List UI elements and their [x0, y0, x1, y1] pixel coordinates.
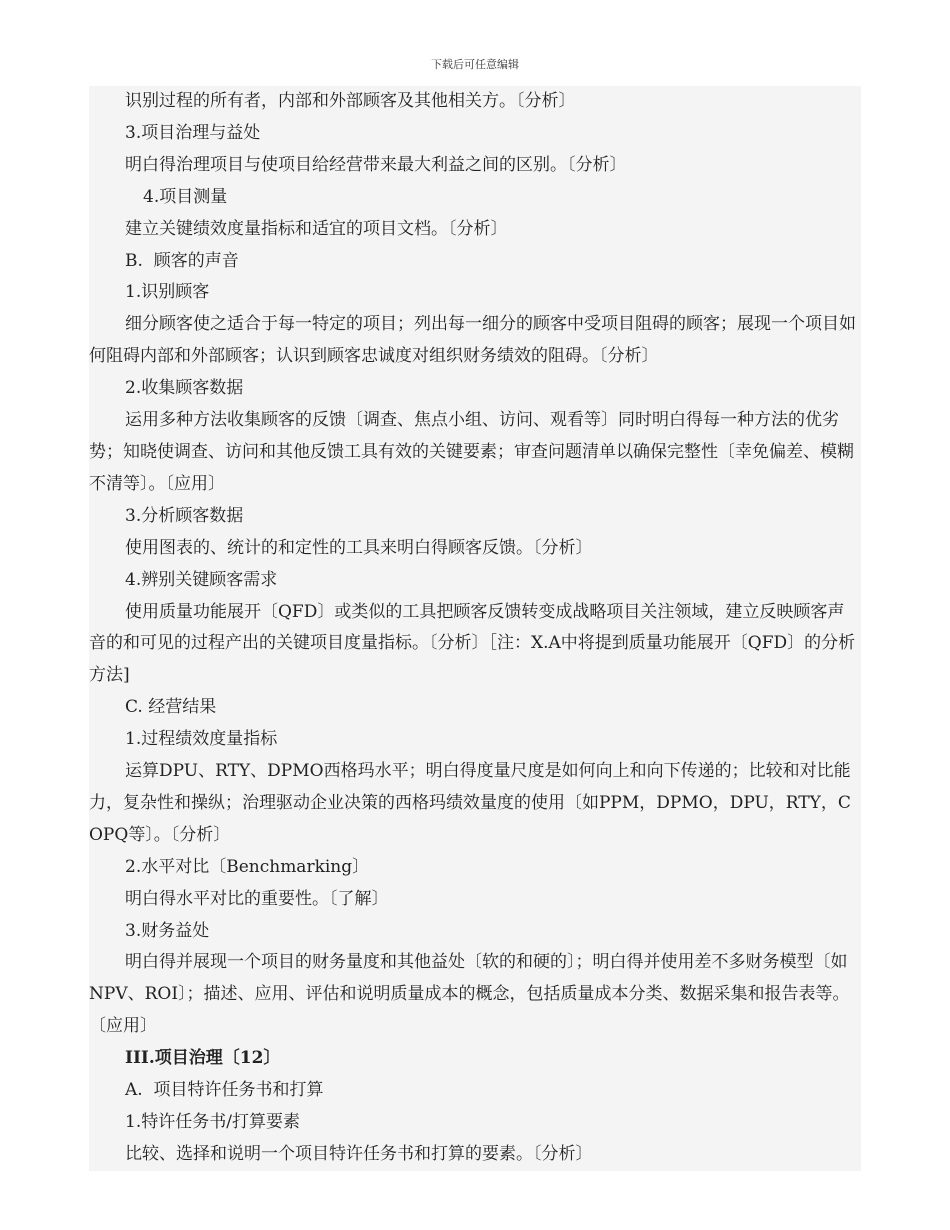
paragraph: 明白得水平对比的重要性。〔了解〕 — [125, 888, 389, 909]
paragraph: 1.过程绩效度量指标 — [125, 729, 278, 750]
paragraph: 1.特许任务书/打算要素 — [125, 1112, 300, 1132]
paragraph: 识别过程的所有者，内部和外部顾客及其他相关方。〔分析〕 — [125, 91, 576, 111]
paragraph: 使用图表的、统计的和定性的工具来明白得顾客反馈。〔分析〕 — [125, 537, 593, 558]
page-header: 下载后可任意编辑 — [431, 58, 519, 71]
paragraph: 运算DPU、RTY、DPMO西格玛水平；明白得度量尺度是如何向上和向下传递的；比较和对比能力，复杂性和操纵；治理驱动企业决策的西格玛绩效量度的使用〔如PPM，DPMO，DPU，RTY，COPQ等〕。〔分析〕 — [89, 761, 851, 845]
paragraph: 比较、选择和说明一个项目特许任务书和打算的要素。〔分析〕 — [125, 1143, 593, 1164]
paragraph: 2.收集顾客数据 — [125, 378, 244, 399]
paragraph: 明白得治理项目与使项目给经营带来最大利益之间的区别。〔分析〕 — [125, 154, 627, 175]
document-body — [89, 86, 861, 1171]
paragraph: 3.财务益处 — [125, 920, 210, 941]
paragraph: B. 顾客的声音 — [125, 250, 239, 271]
paragraph: 细分顾客使之适合于每一特定的项目；列出每一细分的顾客中受项目阻碍的顾客；展现一个项目如何阻碍内部和外部顾客；认识到顾客忠诚度对组织财务绩效的阻碍。〔分析〕 — [89, 314, 856, 367]
paragraph: 使用质量功能展开〔QFD〕或类似的工具把顾客反馈转变成战略项目关注领域，建立反映顾客声音的和可见的过程产出的关键项目度量指标。〔分析〕［注：X.A中将提到质量功能展开〔QFD〕的分析方法] — [89, 601, 856, 686]
paragraph: 4.辨别关键顾客需求 — [125, 569, 278, 590]
paragraph: 3.分析顾客数据 — [125, 505, 244, 526]
paragraph: 4.项目测量 — [143, 186, 228, 207]
paragraph: 2.水平对比〔Benchmarking〕 — [125, 856, 370, 877]
paragraph: 建立关键绩效度量指标和适宜的项目文档。〔分析〕 — [125, 218, 508, 239]
paragraph: A. 项目特许任务书和打算 — [125, 1080, 324, 1101]
paragraph: 明白得并展现一个项目的财务量度和其他益处〔软的和硬的〕；明白得并使用差不多财务模型〔如NPV、ROI〕；描述、应用、评估和说明质量成本的概念，包括质量成本分类、数据采集和报告表等。〔应用〕 — [89, 952, 850, 1037]
paragraph: C. 经营结果 — [125, 697, 217, 718]
paragraph: III.项目治理〔12〕 — [125, 1048, 281, 1069]
paragraph: 3.项目治理与益处 — [125, 122, 261, 143]
paragraph: 1.识别顾客 — [125, 282, 210, 303]
paragraph: 运用多种方法收集顾客的反馈〔调查、焦点小组、访问、观看等〕同时明白得每一种方法的优劣势；知晓使调查、访问和其他反馈工具有效的关键要素；审查问题清单以确保完整性〔幸免偏差、模糊不清等〕。〔应用〕 — [89, 410, 854, 494]
